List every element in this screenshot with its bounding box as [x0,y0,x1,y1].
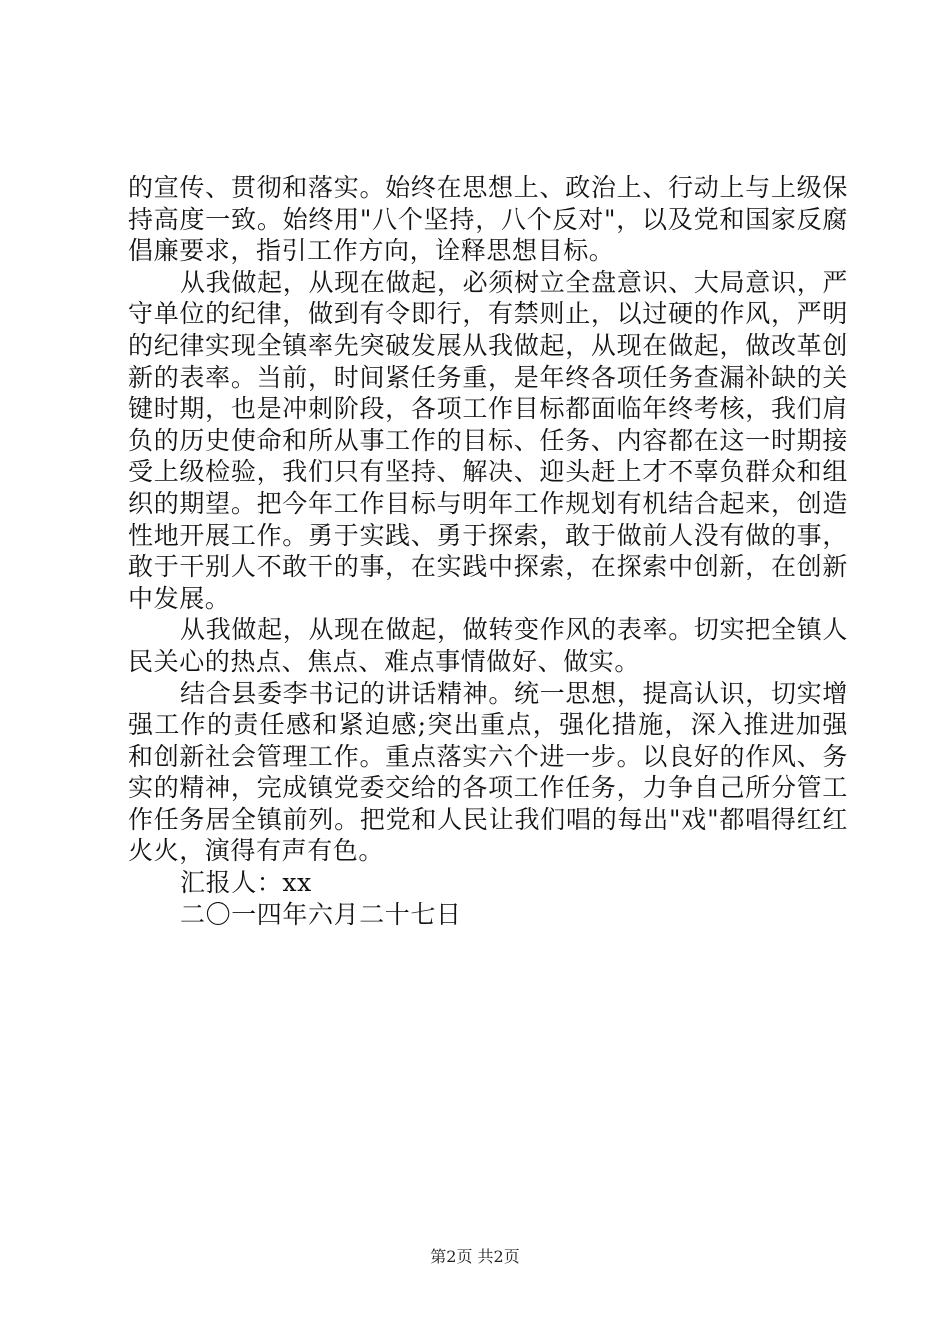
page-footer: 第2页 共2页 [430,1247,520,1266]
body-paragraph-1: 的宣传、贯彻和落实。始终在思想上、政治上、行动上与上级保持高度一致。始终用"八个坚持，八个反对"，以及党和国家反腐倡廉要求，指引工作方向，诠释思想目标。 [128,173,848,266]
document-body [128,172,848,930]
body-paragraph-2: 从我做起，从现在做起，必须树立全盘意识、大局意识，严守单位的纪律，做到有令即行，有禁则止，以过硬的作风，严明的纪律实现全镇率先突破发展从我做起，从现在做起，做改革创新的表率。当前，时间紧任务重，是年终各项任务查漏补缺的关键时期，也是冲刺阶段，各项工作目标都面临年终考核，我们肩负的历史使命和所从事工作的目标、任务、内容都在这一时期接受上级检验，我们只有坚持、解决、迎头赶上才不辜负群众和组织的期望。把今年工作目标与明年工作规划有机结合起来，创造性地开展工作。勇于实践、勇于探索，敢于做前人没有做的事，敢于干别人不敢干的事，在实践中探索，在探索中创新，在创新中发展。 [128,267,848,613]
body-paragraph-4: 结合县委李书记的讲话精神。统一思想，提高认识，切实增强工作的责任感和紧迫感;突出重点，强化措施，深入推进加强和创新社会管理工作。重点落实六个进一步。以良好的作风、务实的精神，完成镇党委交给的各项工作任务，力争自己所分管工作任务居全镇前列。把党和人民让我们唱的每出"戏"都唱得红红火火，演得有声有色。 [128,678,848,866]
body-paragraph-3: 从我做起，从现在做起，做转变作风的表率。切实把全镇人民关心的热点、焦点、难点事情做好、做实。 [128,615,848,676]
reporter-line: 汇报人：xx [180,868,312,898]
date-line: 二〇一四年六月二十七日 [180,899,462,929]
